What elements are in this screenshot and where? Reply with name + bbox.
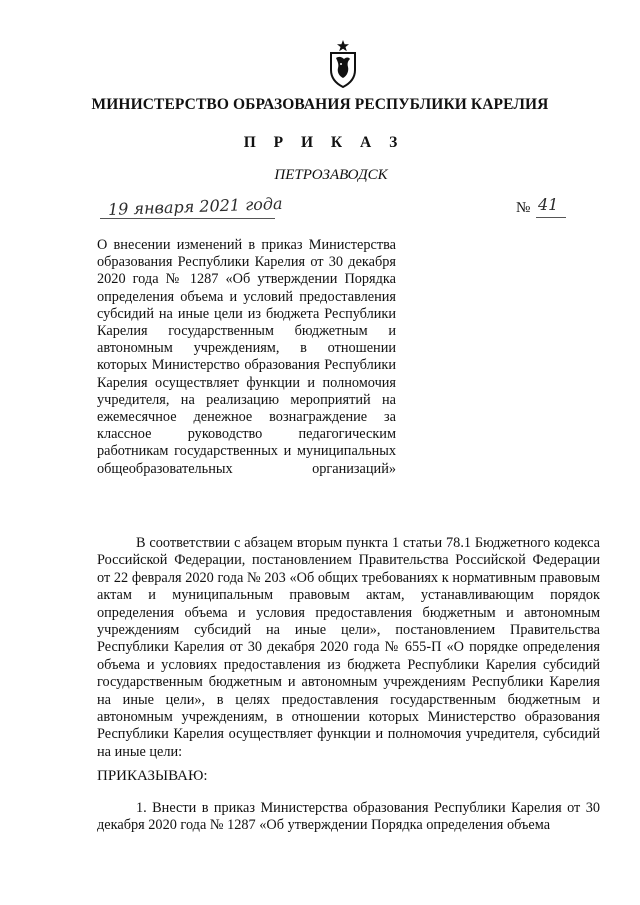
city-name: ПЕТРОЗАВОДСК (274, 167, 388, 183)
preamble-paragraph: В соответствии с абзацем вторым пункта 1 статьи 78.1 Бюджетного кодекса Российской Федерации, постановлением Правительства Российской Федерации от 22 февраля 2020 года № 203 «Об общих требованиях к нормативным правовым актам и муниципальным правовым актам, устанавливающим порядок определения объема и условия предоставления бюджетным и автономным учреждениям субсидий на иные цели», постановлением Правительства Республики Карелия от 30 декабря 2020 года № 655-П «О порядке определения объема и условиях предоставления из бюджета Республики Карелия субсидий государственным бюджетным и автономным учреждениям Республики Карелия на иные цели», в целях предоставления государственным бюджетным и автономным учреждениям, в отношении которых Министерство образования Республики Карелия осуществляет функции и полномочия учредителя, субсидий на иные цели: (97, 535, 600, 760)
order-word: ПРИКАЗЫВАЮ: (97, 768, 208, 784)
order-item-1: 1. Внести в приказ Министерства образования Республики Карелия от 30 декабря 2020 года № 1287 «Об утверждении Порядка определения объема (97, 800, 600, 834)
order-title: П Р И К А З (243, 134, 405, 151)
handwritten-order-number: 41 (538, 195, 559, 214)
order-subject: О внесении изменений в приказ Министерства образования Республики Карелия от 30 декабря 2020 года № 1287 «Об утверждении Порядка определения объема и условий предоставления субсидий на иные цели из бюджета Республики Карелия государственным бюджетным и автономным учреждениям, в отношении которых Министерство образования Республики Карелия осуществляет функции и полномочия учредителя, на реализацию мероприятий на ежемесячное денежное вознаграждение за классное руководство педагогическим работникам государственных и муниципальных общеобразовательных организаций» (97, 237, 396, 477)
number-label: № (516, 200, 531, 216)
handwritten-date: 19 января 2021 года (107, 193, 283, 220)
karelia-coat-of-arms-icon (329, 40, 357, 88)
date-underline (100, 218, 275, 220)
ministry-name: МИНИСТЕРСТВО ОБРАЗОВАНИЯ РЕСПУБЛИКИ КАРЕЛИЯ (91, 96, 549, 113)
number-underline (536, 217, 566, 218)
